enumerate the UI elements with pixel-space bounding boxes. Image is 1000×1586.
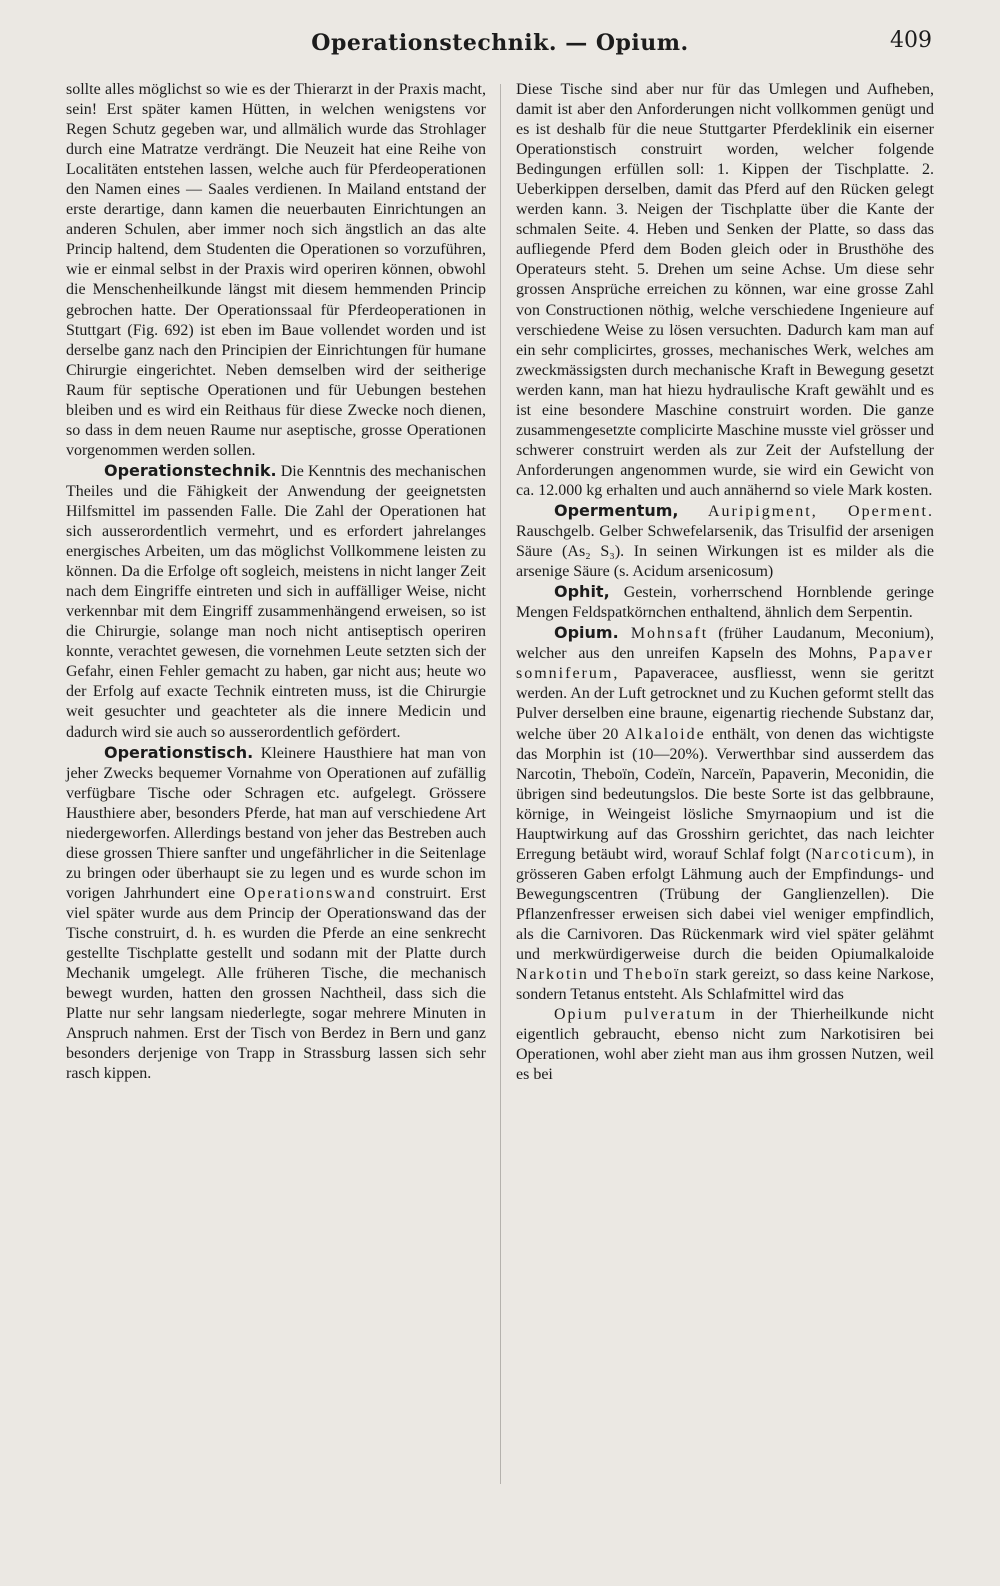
spaced-term: Narkotin xyxy=(516,966,589,984)
paragraph-operationstisch xyxy=(66,743,486,1085)
entry-heading-ophit: Ophit, xyxy=(554,582,610,602)
entry-heading-operationstechnik: Operationstechnik. xyxy=(104,460,277,480)
entry-text: in der Thierheilkunde nicht eigentlich gebraucht, ebenso nicht zum Narkotisiren bei Operationen, wohl aber zieht man aus ihm grossen Nutzen, weil es bei xyxy=(516,1006,934,1084)
spaced-term: Operationswand xyxy=(244,884,377,902)
entry-text: Rauschgelb. Gelber Schwefelarsenik, das Trisulfid der arsenigen Säure (As₂ S₃). In seinen Wirkungen ist es milder als die arsenige Säure (s. Acidum arsenicosum) xyxy=(516,523,934,581)
paragraph-opermentum xyxy=(516,501,934,582)
entry-text: construirt. Erst viel später wurde aus dem Princip der Operationswand das der Tische construirt, d. h. es wurden die Pferde an eine senkrecht gestellte Tischplatte gestellt und sodann mit der Platte durch Mechanik umgelegt. Alle früheren Tische, die mechanisch bewegt wurden, hatten den grossen Nachtheil, dass sich die Platte nur sehr langsam niederlegte, sogar mehrere Minuten in Anspruch nahmen. Erst der Tisch von Berdez in Bern und ganz besonders derjenige von Trapp in Strassburg lassen sich sehr rasch kippen. xyxy=(66,884,486,1083)
entry-text: Gestein, vorherrschend Hornblende geringe Mengen Feldspatkörnchen enthaltend, ähnlich dem Serpentin. xyxy=(516,584,934,622)
right-column xyxy=(516,80,934,1085)
page-header xyxy=(0,26,1000,66)
spaced-term: Narcoticum xyxy=(811,845,907,863)
spaced-term: Mohnsaft xyxy=(618,625,709,643)
paragraph-opium-pulveratum xyxy=(516,1005,934,1085)
entry-text: ), in grösseren Gaben erfolgt Lähmung auch der Empfindungs- und Bewegungscentren (Trübung der Ganglienzellen). Die Pflanzenfresser erweisen sich dabei viel weniger empfindlich, als die Carnivoren. Das Rückenmark wird viel später gelähmt und merkwürdigerweise durch die beiden Opiumalkaloide xyxy=(516,845,935,964)
entry-heading-opium: Opium. xyxy=(554,623,619,643)
spaced-term: Theboïn xyxy=(623,966,691,984)
entry-text: Die Kenntnis des mechanischen Theiles und die Fähigkeit der Anwendung der geeignetsten Hilfsmittel im passenden Falle. Die Zahl der Operationen hat sich ausserordentlich vermehrt, und es erfordert jahrelanges energisches Arbeiten, um das möglichst Vollkommene leisten zu können. Da die Erfolge oft sogleich, meistens in nicht langer Zeit nach dem Eingriffe eintreten und sich in auffälliger Weise, nicht verkennbar mit dem Eingriff zusammenhängend erweisen, so ist die Chirurgie, solange man noch nicht antiseptisch operiren konnte, verachtet gewesen, die vornehmen Leute setzten sich der Gefahr, einen Fehler gemacht zu haben, gar nicht aus; heute wo der Erfolg auf exacte Technik eintreten muss, ist die Chirurgie weit gesuchter und geachteter als die innere Medicin und dadurch wird sie auch so ausserordentlich gefördert. xyxy=(66,462,486,741)
spaced-term: Auripigment, Operment. xyxy=(678,502,934,520)
entry-text: stark gereizt, so dass keine Narkose, sondern Tetanus entsteht. Als Schlafmittel wird das xyxy=(516,966,934,1004)
entry-text: Kleinere Hausthiere hat man von jeher Zwecks bequemer Vornahme von Operationen auf zufällig verfügbare Tische oder Schragen etc. aufgelegt. Grössere Hausthiere aber, besonders Pferde, hat man auf verschiedene Art niedergeworfen. Allerdings bestand von jeher das Bestreben auch diese grossen Thiere sanfter und ungefährlicher in die Seitenlage zu bringen oder überhaupt sie zu legen und es wurde schon im vorigen Jahrhundert eine xyxy=(66,744,486,902)
page-number: 409 xyxy=(890,28,932,53)
paragraph-ophit xyxy=(516,582,934,623)
spaced-term: Alkaloide xyxy=(624,725,706,743)
left-column xyxy=(66,80,486,1084)
spaced-term: Papaver somniferum, xyxy=(516,645,934,683)
paragraph-operationstechnik xyxy=(66,461,486,743)
paragraph-saal: sollte alles möglichst so wie es der Thierarzt in der Praxis macht, sein! Erst später kamen Hütten, in welchen wenigstens vor Regen Schutz gegeben war, und allmälich wurde das Strohlager durch eine Matratze verdrängt. Die Neuzeit hat eine Reihe von Localitäten entstehen lassen, welche auch für Pferdeoperationen den Namen eines — Saales verdienen. In Mailand entstand der erste derartige, dann kamen die neuerbauten Einrichtungen an anderen Schulen, aber immer noch sich ängstlich an das alte Princip haltend, dem Studenten die Operationen so vorzuführen, wie er einmal selbst in der Praxis wird operiren können, obwohl die Menschenheilkunde längst mit diesem hemmenden Princip gebrochen hatte. Der Operationssaal für Pferdeoperationen in Stuttgart (Fig. 692) ist eben im Baue vollendet worden und ist derselbe ganz nach den Principien der Einrichtungen für humane Chirurgie eingerichtet. Neben demselben wird der seitherige Raum für septische Operationen und für Uebungen bestehen bleiben und es wird ein Reithaus für diese Zwecke noch dienen, so dass in dem neuen Raume nur aseptische, grosse Operationen vorgenommen werden sollen. xyxy=(66,81,486,459)
running-title: Operationstechnik. — Opium. xyxy=(311,30,689,56)
spaced-term: Opium pulveratum xyxy=(554,1006,717,1024)
entry-text: (früher Laudanum, Meconium), welcher aus den unreifen Kapseln des Mohns, xyxy=(516,625,934,663)
entry-heading-opermentum: Opermentum, xyxy=(554,500,679,520)
paragraph-opium xyxy=(516,623,934,1005)
entry-heading-operationstisch: Operationstisch. xyxy=(104,742,254,762)
entry-text: enthält, von denen das wichtigste das Morphin ist (10—20%). Verwerthbar sind ausserdem das Narcotin, Theboïn, Codeïn, Narceïn, Papaverin, Meconidin, die übrigen sind bedeutungslos. Die beste Sorte ist das gelbbraune, körnige, in Weingeist lösliche Smyrnaopium und ist die Hauptwirkung auf das Grosshirn gerichtet, das nach leichter Erregung betäubt wird, worauf Schlaf folgt ( xyxy=(516,725,934,863)
paragraph-tisch-continued: Diese Tische sind aber nur für das Umlegen und Aufheben, damit ist aber den Anforderungen nicht vollkommen genügt und es ist deshalb für die neue Stuttgarter Pferdeklinik ein eiserner Operationstisch construirt worden, welcher folgende Bedingungen erfüllen soll: 1. Kippen der Tischplatte. 2. Ueberkippen derselben, damit das Pferd auf den Rücken gelegt werden kann. 3. Neigen der Tischplatte über die Kante der schmalen Seite. 4. Heben und Senken der Platte, so dass das aufliegende Pferd dem Boden gleich oder in Brusthöhe des Operateurs steht. 5. Drehen um seine Achse. Um diese sehr grossen Ansprüche erreichen zu können, war eine grosse Zahl von Constructionen nöthig, welche verschiedene Ingenieure auf verschiedene Weise zu lösen versuchten. Dadurch kam man auf ein sehr complicirtes, grosses, mechanisches Werk, welches am zweckmässigsten durch mechanische Kraft in Bewegung gesetzt werden kann, man hat hiezu hydraulische Kraft gewählt und es ist eine besondere Maschine construirt worden. Die ganze zusammengesetzte complicirte Maschine musste viel grösser und schwerer construirt werden als zur Zeit der Aufstellung der Anforderungen angenommen wurde, sie wird ein Gewicht von ca. 12.000 kg erhalten und auch annähernd so viele Mark kosten. xyxy=(516,81,934,499)
column-divider xyxy=(500,84,501,1484)
entry-text: und xyxy=(588,966,624,984)
entry-text: Papaveracee, ausfliesst, wenn sie geritzt werden. An der Luft getrocknet und zu Kuchen geformt stellt das Pulver derselben eine braune, eigenartig riechende Substanz dar, welche über 20 xyxy=(516,665,934,743)
